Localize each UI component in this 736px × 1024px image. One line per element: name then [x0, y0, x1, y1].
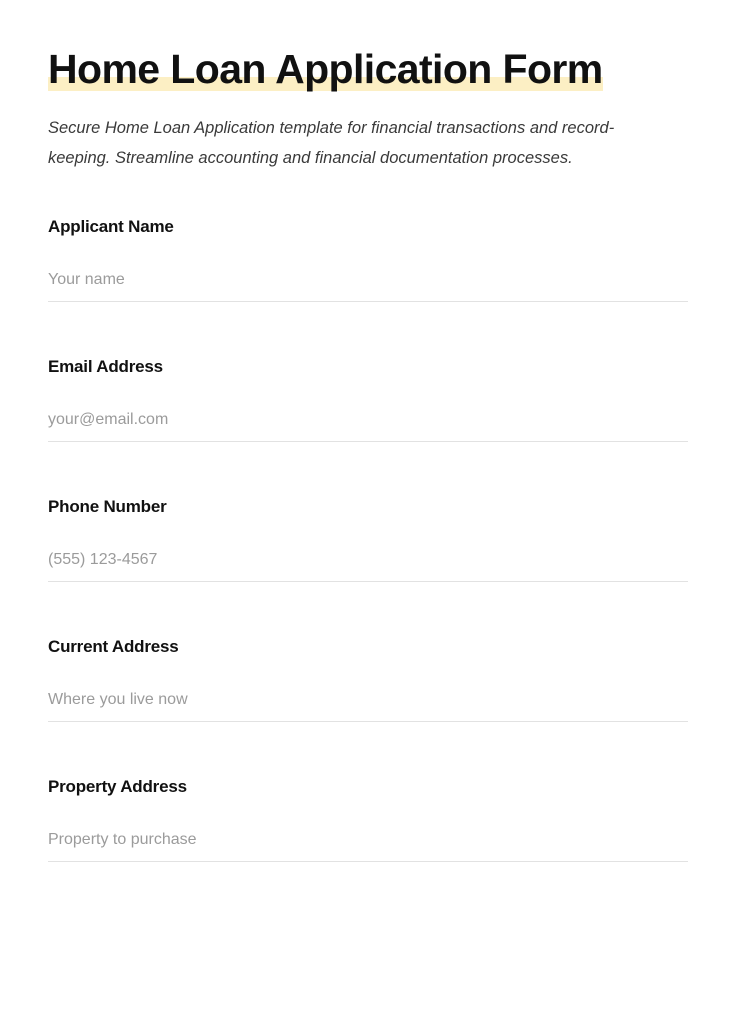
page-title: Home Loan Application Form	[48, 46, 603, 92]
field-phone-number	[48, 497, 688, 582]
field-label-applicant-name: Applicant Name	[48, 217, 174, 237]
form-description: Secure Home Loan Application template for financial transactions and record-keeping. Streamline accounting and financial documentation processes.	[48, 119, 615, 168]
current-address-input[interactable]: Where you live now	[48, 691, 688, 722]
field-label-email-address: Email Address	[48, 357, 163, 377]
field-email-address	[48, 357, 688, 442]
field-property-address	[48, 777, 688, 862]
applicant-name-input[interactable]: Your name	[48, 271, 688, 302]
page-title-wrapper	[48, 44, 603, 95]
email-address-input[interactable]: your@email.com	[48, 411, 688, 442]
field-applicant-name	[48, 217, 688, 302]
field-label-current-address: Current Address	[48, 637, 179, 657]
phone-number-input[interactable]: (555) 123-4567	[48, 551, 688, 582]
field-label-phone-number: Phone Number	[48, 497, 167, 517]
form-fields	[48, 217, 688, 862]
field-label-property-address: Property Address	[48, 777, 187, 797]
field-current-address	[48, 637, 688, 722]
property-address-input[interactable]: Property to purchase	[48, 831, 688, 862]
